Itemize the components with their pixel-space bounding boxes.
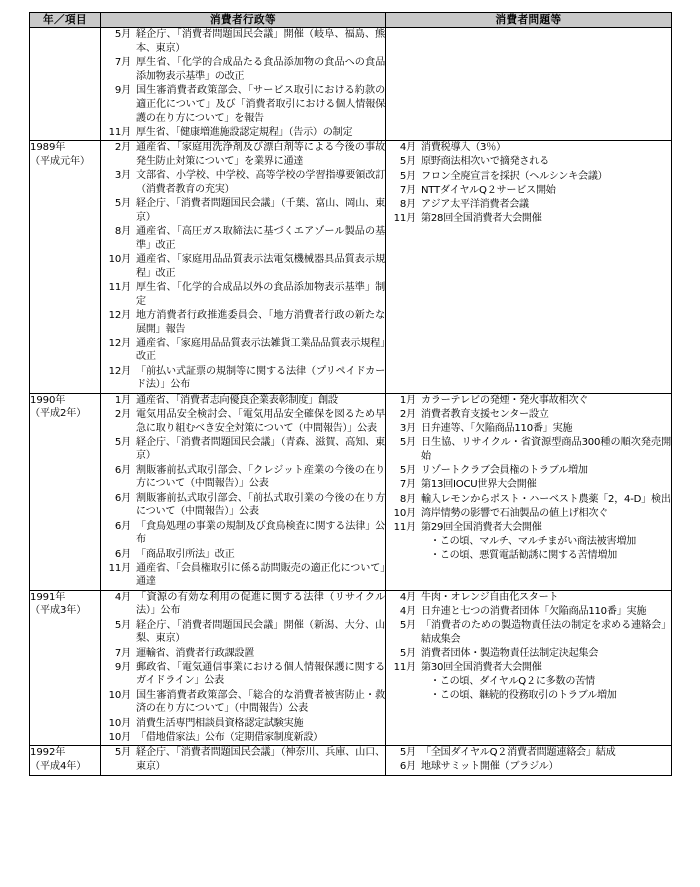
event-month: 11月 [393,213,416,225]
event-month: 2月 [399,408,416,420]
event-item [101,436,385,463]
event-month: 4月 [114,591,131,603]
event-text: 通産省、「高圧ガス取締法に基づくエアゾール製品の基準」改正 [136,225,385,251]
event-list [386,394,671,563]
event-item [101,225,385,252]
event-text: 湾岸情勢の影響で石油製品の値上げ相次ぐ [421,507,609,519]
event-text: 通産省、「会員権取引に係る訪問販売の適正化について」通達 [136,562,385,588]
event-month: 4月 [399,605,416,617]
event-text: 日弁連と七つの消費者団体「欠陥商品110番」実施 [421,605,647,617]
event-item [101,464,385,491]
event-list [101,28,385,139]
event-month: 10月 [108,731,131,743]
event-item [386,464,671,478]
event-text: 原野商法相次いで摘発される [421,156,549,168]
event-text: 消費者団体・製造物責任法制定決起集会 [421,648,599,660]
year-western: 1990年 [30,394,66,406]
event-item [101,492,385,519]
event-text: 通産省、「家庭用品品質表示法雑貨工業品品質表示規程」改正 [136,337,385,363]
table-body [30,28,672,775]
event-month: 10月 [108,717,131,729]
event-text: 国生審消費者政策部会、「サービス取引における約款の適正化について」及び「消費者取引における個人情報保護の在り方について」を報告 [136,85,385,124]
cell-year [30,141,101,393]
cell-issues [386,393,672,590]
event-month: 12月 [108,365,131,377]
event-item [386,141,671,155]
event-month: 2月 [114,142,131,154]
cell-administration [101,746,386,775]
event-note-text: ・この頃、ダイヤルQ２に多数の苦情 [430,676,595,688]
event-item [386,619,671,646]
event-item [386,170,671,184]
event-month: 5月 [114,747,131,759]
event-item [386,436,671,463]
event-text: 経企庁、「消費者問題国民会議」（千葉、富山、岡山、東京） [136,198,385,223]
event-text: 通産省、「家庭用品品質表示法電気機械器具品質表示規程」改正 [136,253,385,279]
event-text: フロン全廃宣言を採択（ヘルシンキ会議） [421,170,608,182]
event-note-text: ・この頃、悪質電話勧誘に関する苦情増加 [430,550,618,561]
event-text: 経企庁、「消費者問題国民会議」開催（岐阜、福島、熊本、東京） [136,29,385,55]
event-text: アジア太平洋消費者会議 [421,199,529,211]
event-item [386,408,671,422]
event-month: 6月 [114,464,131,476]
event-item [101,169,385,196]
event-text: 経企庁、「消費者問題国民会議」（神奈川、兵庫、山口、東京） [136,747,385,772]
table-row [30,28,672,141]
event-month: 7月 [114,647,131,659]
event-text: 日生協、リサイクル・省資源型商品300種の順次発売開始 [421,437,671,462]
event-item [386,507,671,521]
event-note-text: ・この頃、継続的役務取引のトラブル増加 [430,690,617,702]
event-month: 5月 [399,437,416,449]
event-item [101,562,385,589]
event-text: 消費税導入（3％） [421,142,506,154]
event-item [101,548,385,562]
event-note-item [386,535,671,549]
table-header [30,13,672,28]
event-text: 厚生省、「化学的合成品以外の食品添加物表示基準」制定 [136,281,385,307]
event-text: 郵政省、「電気通信事業における個人情報保護に関するガイドライン」公表 [136,661,385,687]
event-month: 5月 [114,619,131,631]
event-text: 厚生省、「健康増進施設認定規程」（告示）の制定 [136,126,353,138]
event-month: 5月 [114,198,131,210]
event-month: 3月 [399,423,416,435]
event-text: 文部省、小学校、中学校、高等学校の学習指導要領改訂（消費者教育の充実） [136,170,385,195]
event-month: 10月 [108,689,131,701]
event-list [386,746,671,774]
event-item [101,309,385,336]
event-item [101,141,385,168]
event-note-item [386,675,671,689]
event-month: 11月 [393,662,416,674]
event-list [101,746,385,773]
event-list [101,141,385,392]
event-month: 1月 [114,394,131,406]
year-western: 1991年 [30,591,66,603]
event-text: 「前払い式証票の規制等に関する法律（プリペイドカード法）」公布 [136,365,385,391]
cell-administration [101,141,386,393]
cell-year [30,393,101,590]
event-text: 第28回全国消費者大会開催 [421,213,542,225]
event-month: 5月 [399,747,416,759]
event-text: 割販審前払式取引部会、「クレジット産業の今後の在り方について（中間報告）」公表 [136,464,385,490]
event-item [101,731,385,745]
event-note-item [386,549,671,563]
cell-year [30,746,101,775]
event-month: 5月 [399,156,416,168]
cell-year [30,28,101,141]
event-item [386,605,671,619]
event-month: 2月 [114,408,131,420]
event-note-text: ・この頃、マルチ、マルチまがい商法被害増加 [430,536,637,548]
event-item [101,126,385,140]
year-western: 1989年 [30,142,66,154]
event-month: 11月 [108,562,131,574]
note-indent-spacer [386,549,430,563]
event-text: 地球サミット開催（ブラジル） [421,761,559,773]
event-item [101,197,385,224]
event-month: 7月 [114,57,131,69]
event-item [386,155,671,169]
event-item [101,647,385,661]
event-list [101,394,385,590]
event-item [386,478,671,492]
column-header-issues: 消費者問題等 [386,13,672,28]
event-text: 牛肉・オレンジ自由化スタート [421,591,559,603]
table-row [30,590,672,745]
event-item [101,253,385,280]
event-item [386,521,671,535]
event-item [386,746,671,760]
note-indent-spacer [386,675,430,689]
event-month: 9月 [114,85,131,97]
consumer-affairs-chronology-table [29,12,672,776]
event-text: 「食鳥処理の事業の規制及び食鳥検査に関する法律」公布 [136,520,385,546]
event-month: 5月 [114,436,131,448]
event-item [101,717,385,731]
year-japanese-era: （平成元年） [30,155,90,167]
cell-issues [386,590,672,745]
table-row [30,393,672,590]
event-item [386,394,671,408]
event-item [101,746,385,773]
event-item [386,184,671,198]
event-item [101,365,385,392]
event-item [386,198,671,212]
year-japanese-era: （平成3年） [30,605,87,617]
event-item [386,661,671,675]
year-japanese-era: （平成4年） [30,760,87,772]
event-text: 消費生活専門相談員資格認定試験実施 [136,717,304,729]
event-text: カラーテレビの発煙・発火事故相次ぐ [421,394,589,406]
cell-issues [386,746,672,775]
event-item [101,591,385,618]
cell-administration [101,590,386,745]
event-text: 「商品取引所法」改正 [136,548,235,560]
column-header-administration: 消費者行政等 [101,13,386,28]
event-item [101,520,385,547]
event-month: 8月 [399,199,416,211]
event-month: 4月 [399,591,416,603]
event-item [386,591,671,605]
event-month: 8月 [114,225,131,237]
event-item [101,408,385,435]
event-month: 12月 [108,337,131,349]
event-month: 4月 [399,142,416,154]
year-western: 1992年 [30,747,66,759]
table-row [30,746,672,775]
event-text: 第13回IOCU世界大会開催 [421,479,537,491]
cell-administration [101,28,386,141]
event-month: 11月 [108,281,131,293]
event-text: 消費者教育支援センター設立 [421,408,549,420]
event-text: 経企庁、「消費者問題国民会議」開催（新潟、大分、山梨、東京） [136,619,385,645]
event-month: 5月 [399,648,416,660]
event-month: 1月 [399,394,416,406]
event-month: 6月 [114,548,131,560]
event-item [101,689,385,716]
event-month: 11月 [393,522,416,534]
event-text: 運輸省、消費者行政課設置 [136,647,255,659]
event-text: 「借地借家法」公布（定期借家制度新設） [136,731,324,743]
event-month: 6月 [114,520,131,532]
event-item [386,647,671,661]
event-text: 割販審前払式取引部会、「前払式取引業の今後の在り方について（中間報告）」公表 [136,492,385,518]
cell-year [30,590,101,745]
event-month: 5月 [399,465,416,477]
event-month: 9月 [114,661,131,673]
event-month: 7月 [399,184,416,196]
event-text: 輸入レモンからポスト・ハーベスト農薬「2，4-D」検出 [421,493,671,505]
event-text: 経企庁、「消費者問題国民会議」（青森、滋賀、高知、東京） [136,436,385,462]
event-month: 3月 [114,170,131,182]
event-month: 5月 [399,620,416,632]
event-month: 5月 [114,29,131,41]
note-indent-spacer [386,535,430,549]
event-month: 8月 [399,493,416,505]
event-text: 「消費者のための製造物責任法の制定を求める連絡会」結成集会 [421,620,671,645]
cell-issues [386,141,672,393]
event-text: 第30回全国消費者大会開催 [421,662,542,674]
event-item [386,212,671,226]
event-text: 通産省、「家庭用洗浄剤及び漂白剤等による今後の事故発生防止対策について」を業界に通達 [136,142,385,167]
year-japanese-era: （平成2年） [30,408,87,420]
table-row [30,141,672,393]
event-text: 第29回全国消費者大会開催 [421,522,542,534]
event-month: 6月 [114,492,131,504]
event-text: 電気用品安全検討会、「電気用品安全確保を図るため早急に取り組むべき安全対策について（中間報告）」公表 [136,408,385,434]
event-text: 「資源の有効な利用の促進に関する法律（リサイクル法）」公布 [136,591,385,617]
event-item [386,422,671,436]
event-month: 11月 [108,126,131,138]
event-month: 10月 [108,253,131,265]
event-item [101,281,385,308]
cell-issues-empty [386,28,672,141]
cell-administration [101,393,386,590]
event-item [386,760,671,774]
event-list [101,591,385,745]
event-text: 「全国ダイヤルQ２消費者問題連絡会」結成 [421,747,616,759]
event-text: 国生審消費者政策部会、「総合的な消費者被害防止・救済の在り方について」（中間報告）公表 [136,689,385,715]
event-text: 日弁連等、「欠陥商品110番」実施 [421,423,573,435]
event-month: 6月 [399,761,416,773]
event-text: NTTダイヤルQ２サービス開始 [421,184,556,196]
event-item [101,56,385,83]
event-month: 5月 [399,170,416,182]
header-row [30,13,672,28]
event-month: 7月 [399,479,416,491]
event-item [101,84,385,125]
event-item [101,661,385,688]
event-text: リゾートクラブ会員権のトラブル増加 [421,465,588,477]
event-text: 通産省、「消費者志向優良企業表彰制度」創設 [136,394,338,406]
event-item [101,619,385,646]
note-indent-spacer [386,689,430,703]
event-item [101,28,385,55]
event-item [386,493,671,507]
event-text: 厚生省、「化学的合成品たる食品添加物の食品への食品添加物表示基準」の改正 [136,57,385,83]
event-item [101,394,385,408]
event-item [101,337,385,364]
event-list [386,591,671,703]
event-month: 12月 [108,309,131,321]
column-header-year: 年／項目 [30,13,101,28]
event-note-item [386,689,671,703]
event-text: 地方消費者行政推進委員会、「地方消費者行政の新たな展開」報告 [136,309,385,335]
event-month: 10月 [393,507,416,519]
event-list [386,141,671,226]
